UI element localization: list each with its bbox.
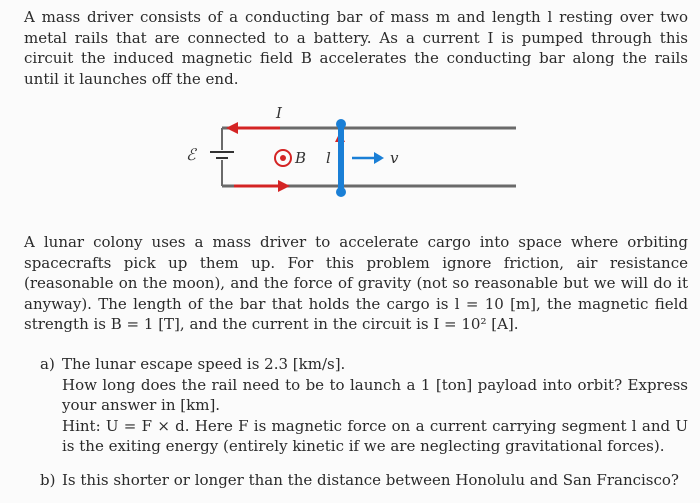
part-a-hint: Hint: U = F × d. Here F is magnetic force on a current carrying segment l and U is the exiting energy (entirely kinetic if we are neglecting gravitational forces). [62,416,688,455]
part-a-escape-speed: The lunar escape speed is 2.3 [km/s]. [62,355,346,373]
question-part-b [40,470,688,491]
length-label: l [326,149,331,167]
part-a-question: How long does the rail need to be to launch a 1 [ton] payload into orbit? Express your answer in [km]. [62,375,688,414]
emf-label: ℰ [186,145,196,164]
field-dot [280,155,286,161]
conducting-bar [338,124,344,192]
current-arrowhead-top [226,122,238,134]
part-b-question: Is this shorter or longer than the distance between Honolulu and San Francisco? [62,471,679,489]
velocity-arrowhead [374,152,384,164]
bar-top-cap [336,119,346,129]
velocity-label: v [390,149,399,167]
intro-paragraph: A mass driver consists of a conducting bar of mass m and length l resting over two metal rails that are connected to a battery. As a current I is pumped through this circuit the induced magnetic field B accelerates the conducting bar along the rails until it launches off the end. [24,8,688,88]
part-a-label: a) [40,355,55,373]
setup-paragraph: A lunar colony uses a mass driver to accelerate cargo into space where orbiting spacecrafts pick up them up. For this problem ignore friction, air resistance (reasonable on the moon), and the force of gravity (not so reasonable but we will do it anyway). The length of the bar that holds the cargo is l = 10 [m], the magnetic field strength is B = 1 [T], and the current in the circuit is I = 10² [A]. [24,233,688,333]
mass-driver-diagram [180,102,520,202]
question-part-a [40,354,688,457]
part-b-label: b) [40,471,56,489]
field-label: B [295,149,307,167]
current-label: I [276,104,282,122]
current-arrowhead-bottom [278,180,290,192]
bar-bottom-cap [336,187,346,197]
